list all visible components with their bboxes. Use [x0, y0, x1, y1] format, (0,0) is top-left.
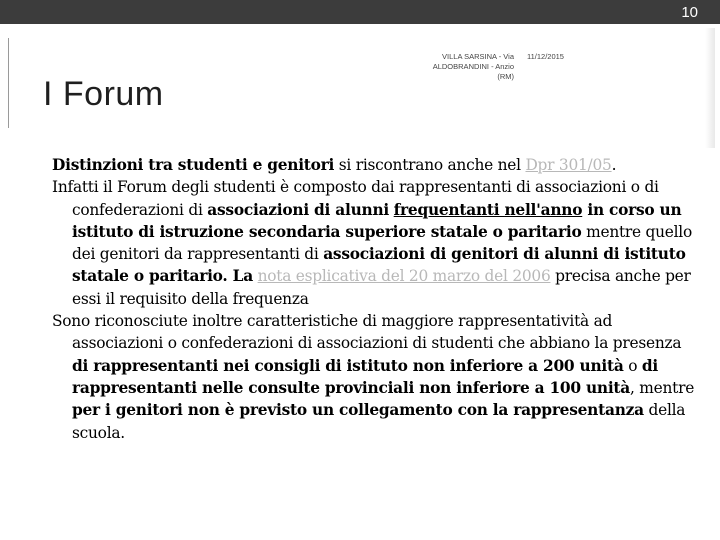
footer-place: VILLA SARSINA - Via ALDOBRANDINI - Anzio (RM) — [432, 52, 514, 81]
p2-bold-2: in corso un istituto di istruzione secondaria superiore statale o paritario — [72, 200, 682, 241]
nota-esplicativa-link[interactable]: nota esplicativa del 20 marzo del 2006 — [257, 267, 551, 286]
p2-text-3: precisa anche per essi il requisito della frequenza — [72, 267, 691, 308]
p1-end: . — [611, 156, 617, 174]
p3-bold-2: di rappresentanti nelle consulte provinciali non inferiore a 100 unità — [72, 356, 658, 397]
slide-body — [52, 154, 702, 444]
p2-bold-1: associazioni di alunni — [207, 200, 390, 219]
p2-bold-underline: frequentanti — [393, 200, 505, 219]
p2-underline: nell'anno — [504, 200, 583, 219]
p2-text-2: mentre quello dei genitori da rappresentanti di — [72, 222, 693, 264]
p2-bold-3: associazioni di genitori di alunni di istituto statale o paritario. La — [72, 245, 686, 286]
footer-date: 11/12/2015 — [527, 52, 564, 61]
paragraph-3 — [52, 310, 702, 444]
right-shadow — [705, 28, 715, 148]
p1-text: si riscontrano anche nel — [334, 156, 526, 174]
p3-bold-1: di rappresentanti nei consigli di istituto non inferiore a 200 unità — [72, 356, 624, 375]
p3-text-4: della scuola. — [72, 401, 686, 442]
p2-text-1: Infatti il Forum degli studenti è composto dai rappresentanti di associazioni o di confederazioni di — [52, 178, 659, 219]
p3-text-2: o — [623, 356, 642, 375]
p3-bold-3: per i genitori non è previsto un collegamento con la rappresentanza — [72, 401, 644, 420]
p3-text-1: Sono riconosciute inoltre caratteristiche di maggiore rappresentatività ad associazioni o confederazioni di associazioni di studenti che abbiano la presenza — [52, 312, 682, 353]
paragraph-1 — [52, 154, 702, 176]
p1-bold: Distinzioni tra studenti e genitori — [52, 156, 335, 174]
paragraph-2 — [52, 176, 702, 310]
slide-title: I Forum — [43, 75, 164, 113]
slide-number: 10 — [681, 4, 698, 21]
dpr-link[interactable]: Dpr 301/05 — [525, 156, 612, 174]
p3-text-3: , mentre — [630, 378, 695, 397]
left-divider — [8, 38, 9, 128]
top-bar — [0, 0, 720, 24]
